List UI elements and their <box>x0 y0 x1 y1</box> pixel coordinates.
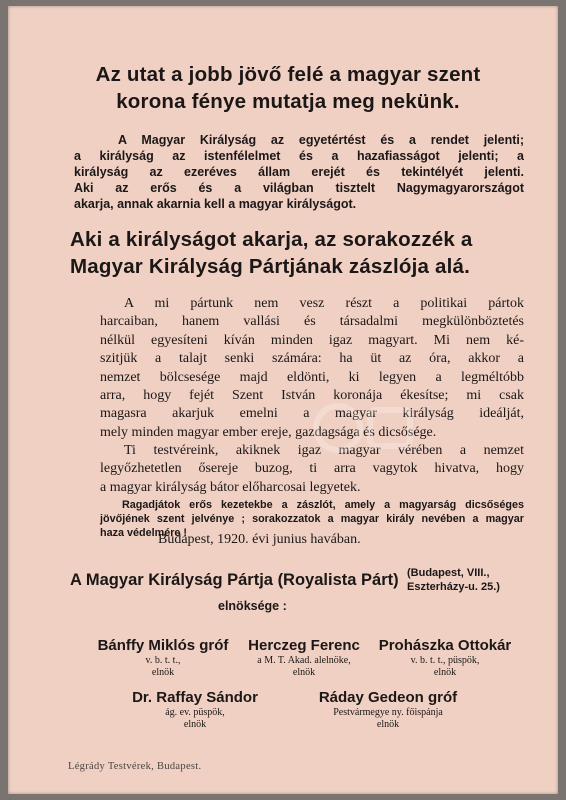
signatory <box>308 688 468 730</box>
signatory-role: elnök <box>292 666 316 678</box>
body-line: A mi pártunk nem vesz részt a politikai pártok <box>124 296 524 311</box>
signatory-title: ág. ev. püspök, <box>165 707 225 718</box>
callout-line: haza védelmére ! <box>100 527 188 539</box>
intro-line: a királyság az istenfélelmet és a hazafiasságot jelenti; a <box>74 149 524 163</box>
callout-line: Ragadjátok erős kezetekbe a zászlót, amely a magyarság dicsőséges <box>122 499 524 511</box>
intro-line: A Magyar Királyság az egyetértést és a rendet jelenti; <box>118 133 524 147</box>
body-line: mely minden magyar ember ereje, gazdagsága és dicsősége. <box>100 424 437 440</box>
intro-paragraph <box>74 132 524 212</box>
body-line: arra, hogy fejét Szent István koronája ékesítse; mi csak <box>100 388 524 404</box>
signatory <box>370 636 520 678</box>
signatory-name: Dr. Raffay Sándor <box>132 689 258 706</box>
body-line: a magyar királyság bátor előharcosai legyetek. <box>100 479 361 495</box>
signatory-title: v. b. t. t., <box>145 655 181 666</box>
body-line: szitjük a talajt senki számára: ha üt az óra, akkor a <box>100 351 524 367</box>
printer-imprint: Légrády Testvérek, Budapest. <box>68 761 202 772</box>
address-line-2: Eszterházy-u. 25.) <box>407 581 500 593</box>
headline-top <box>48 61 528 115</box>
body-line: legyőzhetetlen ősereje buzog, ti arra vagytok hivatva, hogy <box>100 461 524 477</box>
signatory-name: Herczeg Ferenc <box>248 637 360 654</box>
intro-line: akarja, annak akarnia kell a magyar királyságot. <box>74 197 357 211</box>
signatory-name: Ráday Gedeon gróf <box>318 689 458 706</box>
body-line: Ti testvéreink, akiknek igaz magyar vérében a nemzet <box>124 443 524 458</box>
signatory-role: elnök <box>183 718 207 730</box>
address-line-1: (Budapest, VIII., <box>407 567 490 579</box>
body-line: magasra akarjuk emelni a magyar királyság ideálját, <box>100 406 524 422</box>
callout-line: jövőjének szent jelvénye ; sorakozzatok a magyar király nevében a magyar <box>100 513 524 525</box>
headline-top-line-1: Az utat a jobb jövő felé a magyar szent <box>95 63 481 86</box>
dateline: Budapest, 1920. évi junius havában. <box>158 532 361 547</box>
intro-line: királyság az ezeréves állam erejét és tekintélyét jelenti. <box>74 165 524 179</box>
signatory-title: v. b. t. t., püspök, <box>410 655 480 666</box>
signatory <box>120 688 270 730</box>
signatory-title: Pestvármegye ny. főispánja <box>333 707 443 718</box>
presidency-label: elnöksége : <box>218 599 287 613</box>
signatory-role: elnök <box>376 718 400 730</box>
headline-middle <box>70 226 526 280</box>
body-line: nemzet bölcsesége majd eldönti, ki legyen a legméltóbb <box>100 369 524 385</box>
signatory-name: Prohászka Ottokár <box>378 637 512 654</box>
body-line: nélkül egyesíteni kíván minden igaz magyart. Mi nem ké- <box>100 332 524 348</box>
party-address <box>407 566 500 594</box>
party-name: A Magyar Királyság Pártja (Royalista Párt) <box>70 571 399 589</box>
signatory-name: Bánffy Miklós gróf <box>97 637 229 654</box>
headline-top-line-2: korona fénye mutatja meg nekünk. <box>116 90 460 113</box>
watermark-icon <box>308 398 428 458</box>
intro-line: Aki az erős és a világban tisztelt Nagymagyarországot <box>74 181 524 195</box>
signatory <box>88 636 238 678</box>
headline-middle-line-1: Aki a királyságot akarja, az sorakozzék a <box>70 228 473 251</box>
signatory <box>234 636 374 678</box>
signatory-role: elnök <box>433 666 457 678</box>
headline-middle-line-2: Magyar Királyság Pártjának zászlója alá. <box>70 255 470 278</box>
body-line: harcaiban, hanem vallási és társadalmi megkülönböztetés <box>100 314 524 330</box>
poster-sheet <box>8 6 558 794</box>
signatory-role: elnök <box>151 666 175 678</box>
signatory-title: a M. T. Akad. alelnöke, <box>257 655 351 666</box>
